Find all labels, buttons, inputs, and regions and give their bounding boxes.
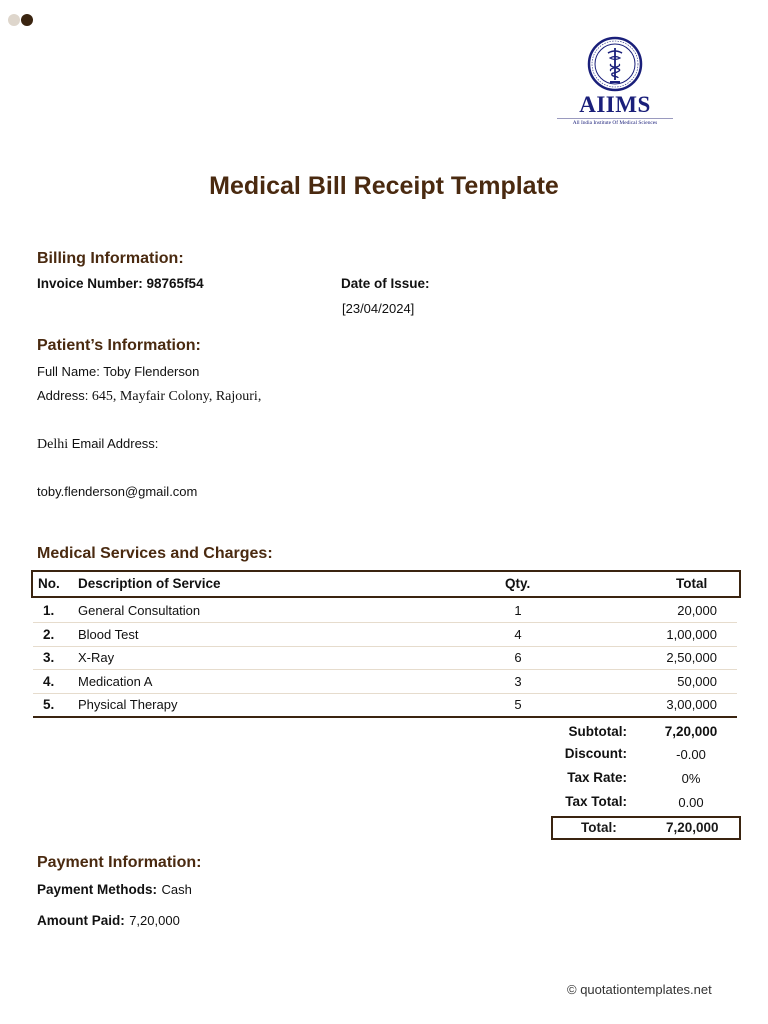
row-description: General Consultation <box>78 603 201 618</box>
payment-heading: Payment Information: <box>37 854 202 871</box>
col-qty: Qty. <box>505 576 531 591</box>
patient-email[interactable]: toby.flenderson@gmail.com <box>37 484 198 499</box>
row-description: Medication A <box>78 674 153 689</box>
page-title: Medical Bill Receipt Template <box>209 172 559 200</box>
email-label: Email Address: <box>68 436 159 451</box>
logo-subtitle: All India Institute Of Medical Sciences <box>572 120 658 126</box>
row-description: X-Ray <box>78 650 115 665</box>
table-bottom-rule <box>33 716 737 718</box>
discount-label: Discount: <box>564 746 627 761</box>
subtotal-label: Subtotal: <box>568 724 627 739</box>
payment-methods-label: Payment Methods: <box>37 882 158 897</box>
total-box <box>551 816 741 840</box>
row-qty: 4 <box>514 627 522 642</box>
row-description: Blood Test <box>78 627 139 642</box>
address-value: 645, Mayfair Colony, Rajouri, <box>91 389 262 404</box>
row-qty: 3 <box>514 674 522 689</box>
table-row <box>33 624 737 647</box>
amount-paid-value: 7,20,000 <box>129 913 180 928</box>
table-row <box>33 671 737 694</box>
amount-paid <box>37 912 180 930</box>
table-row <box>33 600 737 623</box>
patient-heading: Patient’s Information: <box>37 337 201 354</box>
subtotal-value: 7,20,000 <box>664 724 718 739</box>
row-number: 5. <box>43 697 55 712</box>
date-value: [23/04/2024] <box>342 301 415 316</box>
footer-credit[interactable]: © quotationtemplates.net <box>567 982 712 997</box>
table-row <box>33 647 737 670</box>
patient-city-email-label <box>37 436 158 453</box>
row-qty: 5 <box>514 697 522 712</box>
row-total: 50,000 <box>677 674 717 689</box>
amount-paid-label: Amount Paid: <box>37 913 125 928</box>
row-number: 4. <box>43 674 55 689</box>
billing-heading: Billing Information: <box>37 250 184 267</box>
row-number: 1. <box>43 603 55 618</box>
tax-total-value: 0.00 <box>678 795 704 810</box>
address-label: Address: <box>37 388 92 403</box>
patient-city: Delhi <box>37 437 69 452</box>
col-total: Total <box>676 576 708 591</box>
aiims-logo <box>553 36 677 142</box>
logo-name: AIIMS <box>579 92 651 117</box>
payment-methods <box>37 881 192 899</box>
dot-dark-icon <box>21 14 33 26</box>
total-label: Total: <box>581 820 617 835</box>
row-total: 3,00,000 <box>666 697 717 712</box>
medical-emblem-icon <box>587 36 643 92</box>
invoice-number: Invoice Number: 98765f54 <box>37 276 204 291</box>
row-total: 20,000 <box>677 603 717 618</box>
table-row <box>33 694 737 716</box>
col-no: No. <box>38 576 60 591</box>
services-heading: Medical Services and Charges: <box>37 545 273 562</box>
row-number: 3. <box>43 650 55 665</box>
dot-light-icon <box>8 14 20 26</box>
row-qty: 1 <box>514 603 522 618</box>
row-total: 2,50,000 <box>666 650 717 665</box>
services-table-header <box>31 570 741 598</box>
window-dots <box>8 14 33 26</box>
row-number: 2. <box>43 627 55 642</box>
tax-total-label: Tax Total: <box>565 794 627 809</box>
row-description: Physical Therapy <box>78 697 178 712</box>
tax-rate-value: 0% <box>681 771 701 786</box>
row-qty: 6 <box>514 650 522 665</box>
patient-full-name: Full Name: Toby Flenderson <box>37 364 200 379</box>
discount-value: -0.00 <box>676 747 706 762</box>
payment-methods-value: Cash <box>161 882 192 897</box>
tax-rate-label: Tax Rate: <box>567 770 627 785</box>
total-value: 7,20,000 <box>666 820 719 835</box>
date-label: Date of Issue: <box>341 276 430 291</box>
col-description: Description of Service <box>78 576 221 591</box>
row-total: 1,00,000 <box>666 627 717 642</box>
patient-address <box>37 388 261 405</box>
